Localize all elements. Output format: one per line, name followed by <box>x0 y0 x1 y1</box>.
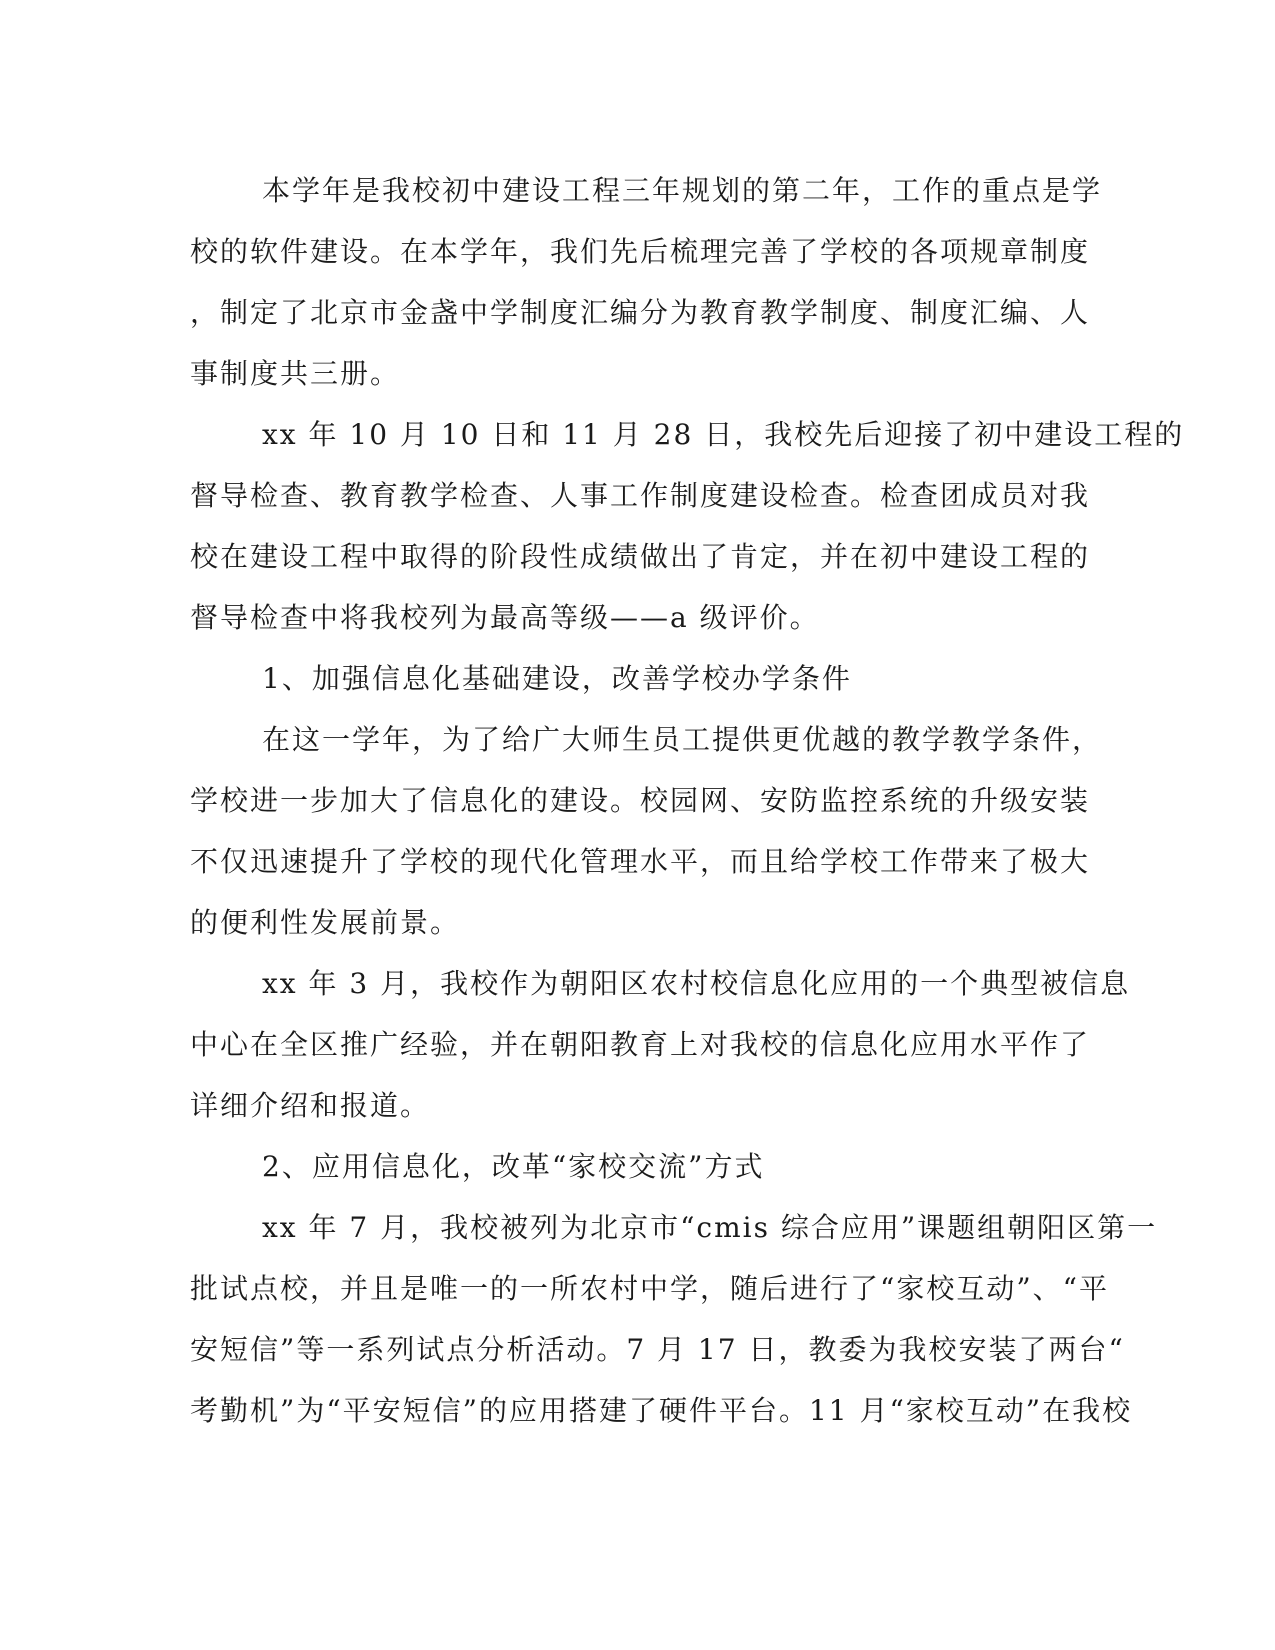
text-line: 2、应用信息化，改革“家校交流”方式 <box>262 1150 765 1183</box>
text-line: 校在建设工程中取得的阶段性成绩做出了肯定，并在初中建设工程的 <box>190 540 1091 573</box>
body-text <box>190 160 1185 1441</box>
text-line: xx 年 7 月，我校被列为北京市“cmis 综合应用”课题组朝阳区第一 <box>262 1211 1158 1244</box>
text-line: 安短信”等一系列试点分析活动。7 月 17 日，教委为我校安装了两台“ <box>190 1333 1125 1366</box>
text-line: 校的软件建设。在本学年，我们先后梳理完善了学校的各项规章制度 <box>190 235 1091 268</box>
text-line: 考勤机”为“平安短信”的应用搭建了硬件平台。11 月“家校互动”在我校 <box>190 1394 1133 1427</box>
text-line: 在这一学年，为了给广大师生员工提供更优越的教学教学条件， <box>262 723 1103 756</box>
text-line: 中心在全区推广经验，并在朝阳教育上对我校的信息化应用水平作了 <box>190 1028 1091 1061</box>
text-line: 学校进一步加大了信息化的建设。校园网、安防监控系统的升级安装 <box>190 784 1091 817</box>
text-line: 详细介绍和报道。 <box>190 1089 431 1122</box>
text-line: xx 年 3 月，我校作为朝阳区农村校信息化应用的一个典型被信息 <box>262 967 1131 1000</box>
text-line: 事制度共三册。 <box>190 357 401 390</box>
text-line: 督导检查中将我校列为最高等级——a 级评价。 <box>190 601 820 634</box>
text-line: 批试点校，并且是唯一的一所农村中学，随后进行了“家校互动”、“平 <box>190 1272 1109 1305</box>
text-line: 本学年是我校初中建设工程三年规划的第二年，工作的重点是学 <box>262 174 1103 207</box>
text-line: 1、加强信息化基础建设，改善学校办学条件 <box>262 662 852 695</box>
text-line: 的便利性发展前景。 <box>190 906 461 939</box>
text-line: 不仅迅速提升了学校的现代化管理水平，而且给学校工作带来了极大 <box>190 845 1091 878</box>
text-line: ，制定了北京市金盏中学制度汇编分为教育教学制度、制度汇编、人 <box>190 296 1091 329</box>
text-line: 督导检查、教育教学检查、人事工作制度建设检查。检查团成员对我 <box>190 479 1091 512</box>
text-line: xx 年 10 月 10 日和 11 月 28 日，我校先后迎接了初中建设工程的 <box>262 418 1185 451</box>
